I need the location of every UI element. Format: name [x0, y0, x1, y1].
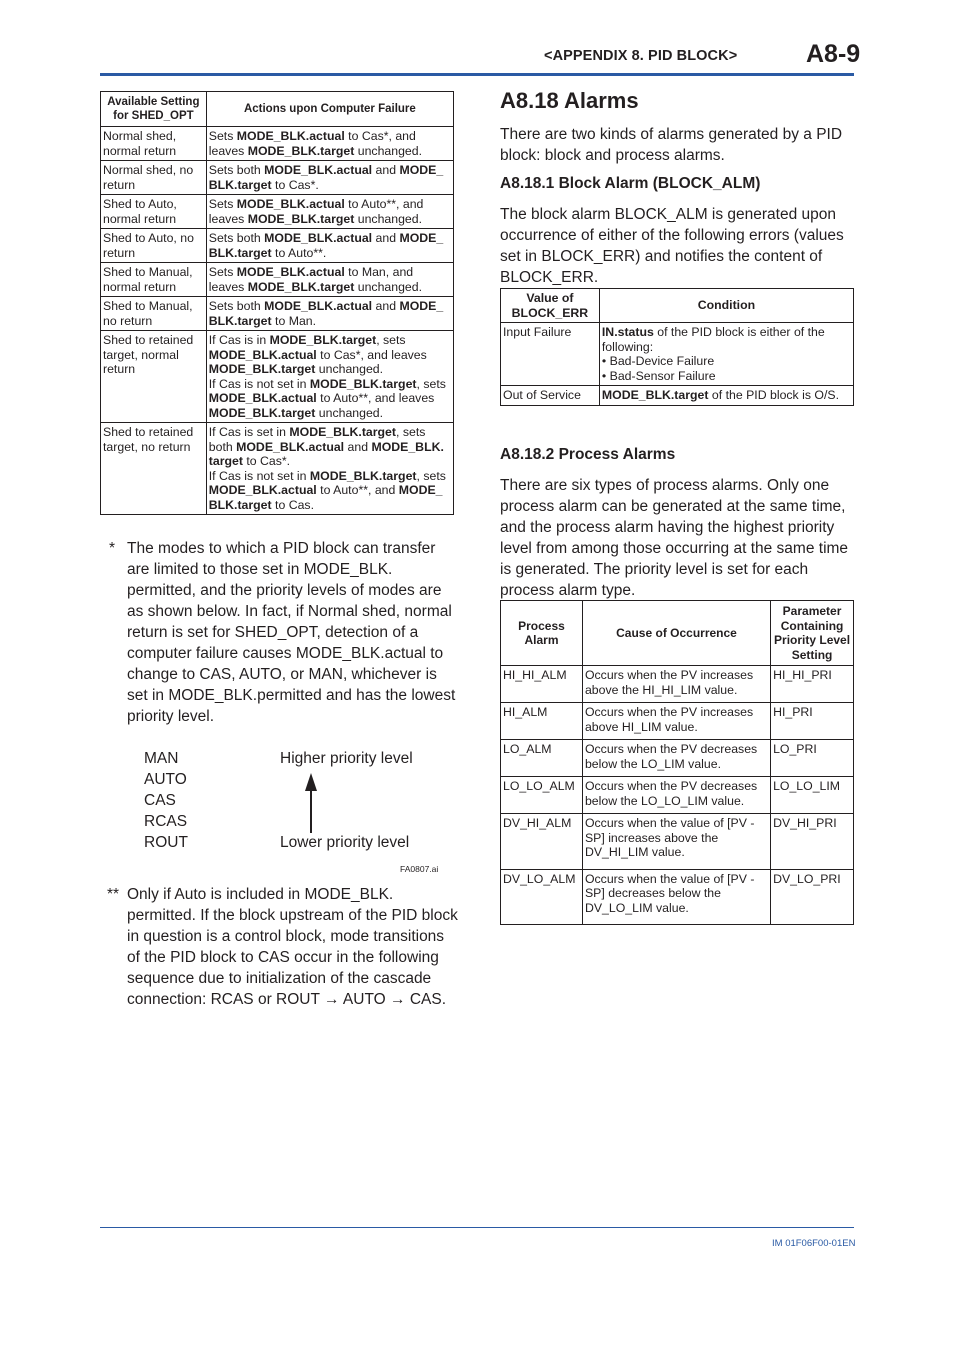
- param-name: MODE_BLK.target: [269, 333, 377, 347]
- action-text: to Cas*, and: [344, 129, 416, 143]
- action-line: [209, 163, 451, 178]
- table-row: [101, 263, 454, 297]
- action-text: If Cas is set in: [208, 425, 290, 439]
- block-table-header-value: Value of BLOCK_ERR: [501, 289, 600, 323]
- action-line: [209, 129, 451, 144]
- param-name: MODE_: [398, 483, 443, 497]
- param-name: MODE_BLK.actual: [208, 483, 317, 497]
- shed-table-header-setting: Available Setting for SHED_OPT: [101, 92, 207, 127]
- table-row: [101, 297, 454, 331]
- condition-text: of the PID block is either of the following:: [601, 325, 825, 354]
- figure-id: FA0807.ai: [400, 864, 439, 874]
- condition-text: of the PID block is O/S.: [708, 388, 840, 402]
- param-name: IN.status: [601, 325, 654, 339]
- action-text: to Auto**.: [271, 245, 327, 260]
- alarm-priority-param: HI_HI_PRI: [771, 666, 854, 703]
- alarm-name: LO_ALM: [501, 740, 583, 777]
- param-name: MODE_BLK.target: [309, 376, 417, 391]
- alarm-name: DV_HI_ALM: [501, 814, 583, 870]
- param-name: MODE_BLK.target: [208, 362, 316, 376]
- shed-action: [206, 263, 453, 297]
- bullet-item: • Bad-Sensor Failure: [601, 368, 716, 383]
- table-row: [501, 703, 854, 740]
- block-table-header-condition: Condition: [599, 289, 853, 323]
- mode-item: AUTO: [144, 771, 187, 788]
- alarm-table-header-param: Parameter Containing Priority Level Setting: [771, 601, 854, 666]
- action-text: , sets: [416, 468, 446, 483]
- action-text: to Auto**, and: [316, 483, 399, 497]
- action-line: [209, 377, 451, 392]
- process-alarms-description: There are six types of process alarms. Only one process alarm can be generated at the same time, and the process alarm having the highest priority level from among those occurring at the same time is generated. The priority level is set for each process alarm type.: [500, 477, 849, 599]
- action-line: [209, 425, 451, 440]
- mode-item: MAN: [144, 750, 179, 767]
- shed-action: [206, 195, 453, 229]
- action-line: [209, 454, 451, 469]
- action-text: unchanged.: [354, 279, 423, 294]
- param-name: MODE_BLK.actual: [236, 439, 345, 454]
- action-text: unchanged.: [354, 143, 423, 158]
- alarm-cause: Occurs when the PV decreases below the LO_LO_LIM value.: [582, 777, 770, 814]
- action-line: [209, 212, 451, 227]
- table-row: [501, 777, 854, 814]
- param-name: BLK.target: [208, 497, 272, 512]
- alarm-table-body: [501, 666, 854, 925]
- block-alarm-description: The block alarm BLOCK_ALM is generated upon occurrence of either of the following errors (values set in BLOCK_ERR) and notifies the content of BLOCK_ERR.: [500, 206, 844, 286]
- table-row: [501, 869, 854, 925]
- table-row: [101, 195, 454, 229]
- param-name: MODE_BLK.target: [247, 279, 355, 294]
- param-name: MODE_BLK.actual: [264, 231, 373, 245]
- action-text: Sets: [208, 265, 237, 279]
- shed-action: [206, 161, 453, 195]
- action-line: [209, 280, 451, 295]
- shed-table-body: [101, 127, 454, 515]
- action-text: and: [372, 299, 400, 313]
- action-text: unchanged.: [315, 405, 384, 420]
- shed-setting: Normal shed, no return: [101, 161, 207, 195]
- table-row: [101, 127, 454, 161]
- mode-item: CAS: [144, 792, 176, 809]
- param-name: MODE_BLK.target: [247, 143, 355, 158]
- action-line: [209, 265, 451, 280]
- action-text: and: [372, 163, 400, 177]
- table-row: [501, 666, 854, 703]
- action-text: If Cas is not set in: [208, 468, 310, 483]
- alarm-cause: Occurs when the PV decreases below the LO_LIM value.: [582, 740, 770, 777]
- footnote-single-asterisk: [100, 538, 460, 727]
- action-text: both: [208, 439, 237, 454]
- action-text: leaves: [208, 279, 248, 294]
- action-line: [209, 406, 451, 421]
- action-text: to Cas*, and leaves: [316, 347, 427, 362]
- action-text: to Cas.: [271, 497, 314, 512]
- action-text: If Cas is in: [208, 333, 270, 347]
- header-rule: [100, 73, 854, 76]
- action-text: unchanged.: [315, 362, 384, 376]
- alarm-cause: Occurs when the PV increases above the HI_HI_LIM value.: [582, 666, 770, 703]
- action-line: [209, 178, 451, 193]
- bullet-item: • Bad-Device Failure: [601, 354, 715, 368]
- action-line: [209, 348, 451, 363]
- param-name: MODE_BLK.actual: [208, 391, 317, 405]
- table-row: [101, 423, 454, 515]
- footnote-marker: **: [107, 886, 120, 903]
- mode-item: RCAS: [144, 813, 188, 830]
- shed-action: [206, 127, 453, 161]
- action-line: [209, 197, 451, 212]
- shed-setting: Shed to Auto, no return: [101, 229, 207, 263]
- alarm-priority-param: HI_PRI: [771, 703, 854, 740]
- action-text: If Cas is not set in: [208, 376, 310, 391]
- alarm-name: DV_LO_ALM: [501, 869, 583, 925]
- alarm-priority-param: LO_LO_LIM: [771, 777, 854, 814]
- action-text: to Auto**, and leaves: [316, 391, 435, 405]
- mode-priority-diagram: [144, 748, 454, 856]
- action-line: [209, 314, 451, 329]
- action-line: [209, 144, 451, 159]
- shed-table-header-actions: Actions upon Computer Failure: [206, 92, 453, 127]
- alarm-priority-param: LO_PRI: [771, 740, 854, 777]
- param-name: MODE_BLK.target: [309, 468, 417, 483]
- process-alarm-table: [500, 600, 854, 925]
- shed-setting: Shed to Manual, no return: [101, 297, 207, 331]
- param-name: MODE_BLK.target: [601, 388, 709, 402]
- table-row: [101, 161, 454, 195]
- param-name: MODE_BLK.actual: [264, 163, 373, 177]
- action-text: to Man.: [271, 313, 317, 328]
- action-line: [209, 231, 451, 246]
- alarm-table-header-alarm: Process Alarm: [501, 601, 583, 666]
- action-line: [209, 391, 451, 406]
- alarm-priority-param: DV_LO_PRI: [771, 869, 854, 925]
- action-line: [209, 299, 451, 314]
- page-number: A8-9: [806, 40, 861, 68]
- mode-item: ROUT: [144, 834, 188, 851]
- param-name: MODE_BLK.target: [247, 211, 355, 226]
- section-intro: There are two kinds of alarms generated by a PID block: block and process alarms.: [500, 126, 843, 164]
- footnote-text: Only if Auto is included in MODE_BLK. permitted. If the block upstream of the PID block in question is a control block, mode transitions of the PID block to CAS occur in the following sequence due to initialization of the cascade connection: RCAS or ROUT → AUTO → CAS.: [127, 886, 458, 1008]
- block-err-condition: [599, 386, 853, 406]
- block-err-condition: [599, 323, 853, 386]
- shed-action: [206, 229, 453, 263]
- footnote-double-asterisk: [100, 884, 460, 1010]
- param-name: MODE_BLK.actual: [236, 129, 345, 143]
- param-name: MODE_BLK.actual: [208, 347, 317, 362]
- param-name: MODE_BLK.: [371, 439, 444, 454]
- shed-setting: Shed to Manual, normal return: [101, 263, 207, 297]
- param-name: MODE_BLK.actual: [264, 299, 373, 313]
- alarm-name: LO_LO_ALM: [501, 777, 583, 814]
- action-text: to Cas*.: [271, 177, 319, 192]
- subsection-title-process-alarms: A8.18.2 Process Alarms: [500, 446, 676, 463]
- param-name: MODE_BLK.target: [208, 405, 316, 420]
- action-line: [209, 246, 451, 261]
- lower-priority-label: Lower priority level: [280, 834, 410, 851]
- param-name: BLK.target: [208, 177, 272, 192]
- subsection-title-block-alarm: A8.18.1 Block Alarm (BLOCK_ALM): [500, 175, 761, 192]
- param-name: BLK.target: [208, 313, 272, 328]
- table-row: [501, 386, 854, 406]
- running-header: <APPENDIX 8. PID BLOCK>: [544, 48, 738, 64]
- alarm-priority-param: DV_HI_PRI: [771, 814, 854, 870]
- shed-setting: Shed to Auto, normal return: [101, 195, 207, 229]
- block-err-value: Input Failure: [501, 323, 600, 386]
- alarm-cause: Occurs when the value of [PV - SP] decreases below the DV_LO_LIM value.: [582, 869, 770, 925]
- shed-action: [206, 423, 453, 515]
- shed-setting: Shed to retained target, no return: [101, 423, 207, 515]
- table-row: [501, 740, 854, 777]
- action-line: [209, 483, 451, 498]
- action-text: and: [344, 439, 372, 454]
- param-name: MODE_BLK.target: [289, 425, 396, 439]
- action-line: [209, 440, 451, 455]
- alarm-cause: Occurs when the PV increases above HI_LIM value.: [582, 703, 770, 740]
- action-text: leaves: [208, 143, 248, 158]
- shed-setting: Shed to retained target, normal return: [101, 331, 207, 423]
- action-text: to Man, and: [344, 265, 414, 279]
- alarm-name: HI_HI_ALM: [501, 666, 583, 703]
- block-err-value: Out of Service: [501, 386, 600, 406]
- param-name: target: [208, 454, 243, 468]
- alarm-cause: Occurs when the value of [PV - SP] increases above the DV_HI_LIM value.: [582, 814, 770, 870]
- up-arrow-icon: [304, 773, 318, 833]
- param-name: MODE_: [399, 163, 444, 177]
- table-row: [501, 323, 854, 386]
- table-row: [101, 229, 454, 263]
- action-text: leaves: [208, 211, 248, 226]
- action-text: Sets both: [208, 231, 265, 245]
- shed-opt-table: [100, 91, 454, 515]
- param-name: MODE_BLK.actual: [236, 265, 345, 279]
- action-text: Sets both: [208, 163, 265, 177]
- footnote-marker: *: [109, 540, 116, 557]
- table-row: [101, 331, 454, 423]
- action-text: , sets: [416, 376, 446, 391]
- footer-rule: [100, 1227, 854, 1228]
- section-title: A8.18 Alarms: [500, 88, 639, 113]
- action-text: Sets: [208, 197, 237, 211]
- footnote-text: The modes to which a PID block can transfer are limited to those set in MODE_BLK. permitted, and the priority levels of modes are as shown below. In fact, if Normal shed, normal return is set for SHED_OPT, detection of a computer failure causes MODE_BLK.actual to change to CAS, AUTO, or MAN, whichever is set in MODE_BLK.permitted and has the lowest priority level.: [127, 540, 456, 725]
- action-text: to Auto**, and: [344, 197, 424, 211]
- action-line: [209, 498, 451, 513]
- action-text: Sets: [208, 129, 237, 143]
- alarm-table-header-cause: Cause of Occurrence: [582, 601, 770, 666]
- param-name: BLK.target: [208, 245, 272, 260]
- action-line: [209, 362, 451, 377]
- param-name: MODE_: [399, 299, 444, 313]
- higher-priority-label: Higher priority level: [280, 750, 413, 767]
- shed-action: [206, 297, 453, 331]
- action-text: unchanged.: [354, 211, 423, 226]
- document-id: IM 01F06F00-01EN: [772, 1238, 856, 1249]
- action-line: [209, 469, 451, 484]
- block-err-table: [500, 288, 854, 406]
- action-text: , sets: [396, 425, 426, 439]
- shed-setting: Normal shed, normal return: [101, 127, 207, 161]
- action-text: Sets both: [208, 299, 265, 313]
- alarm-name: HI_ALM: [501, 703, 583, 740]
- param-name: MODE_: [399, 231, 444, 245]
- shed-action: [206, 331, 453, 423]
- param-name: MODE_BLK.actual: [236, 197, 345, 211]
- action-text: , sets: [376, 333, 406, 347]
- action-text: and: [372, 231, 400, 245]
- table-row: [501, 814, 854, 870]
- action-text: to Cas*.: [242, 454, 291, 468]
- action-line: [209, 333, 451, 348]
